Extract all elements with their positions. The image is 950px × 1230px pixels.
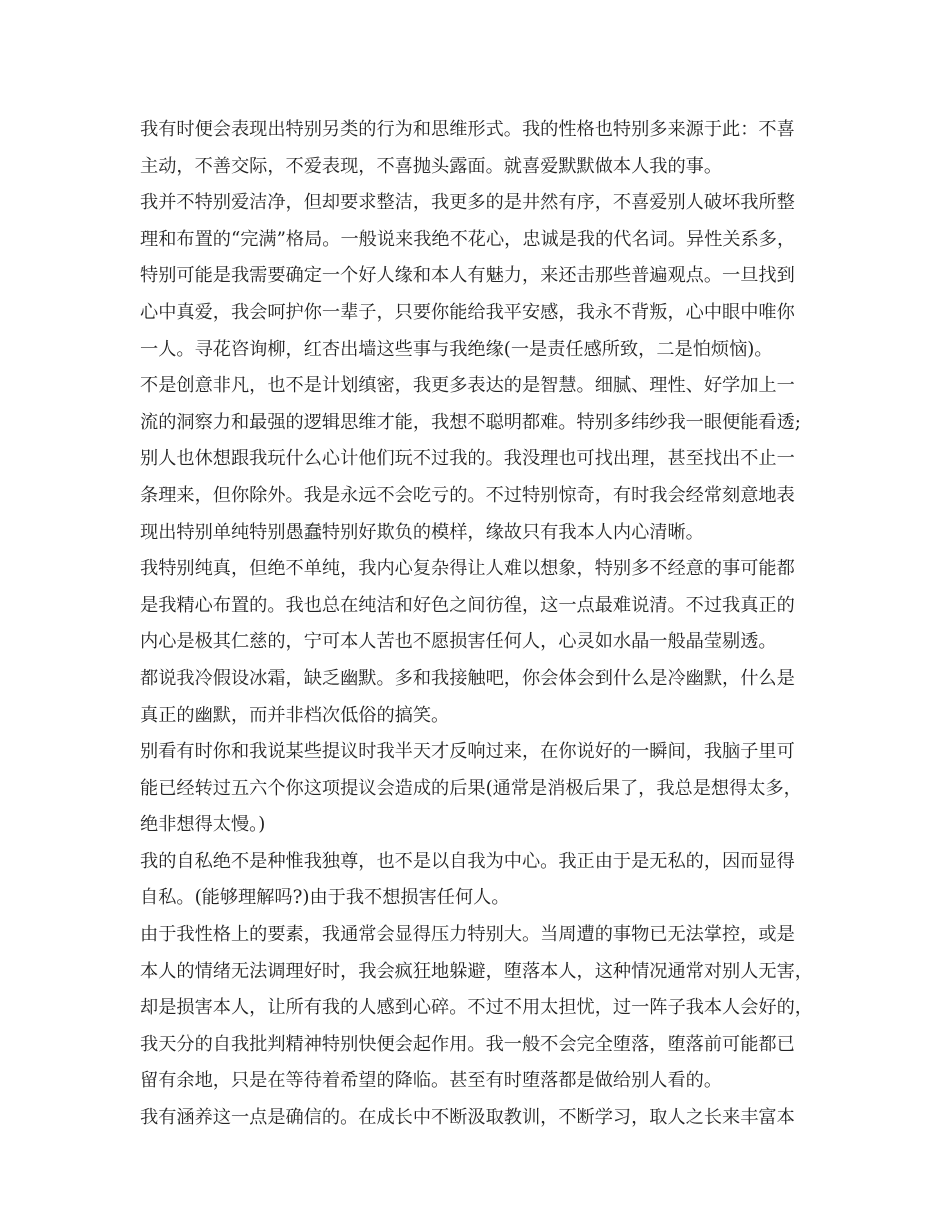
text-line: 我有涵养这一点是确信的。在成长中不断汲取教训，不断学习，取人之长来丰富本 [140, 1107, 795, 1129]
text-line: 特别可能是我需要确定一个好人缘和本人有魅力，来还击那些普遍观点。一旦找到 [140, 265, 795, 287]
text-line: 由于我性格上的要素，我通常会显得压力特别大。当周遭的事物已无法掌控，或是 [140, 924, 795, 946]
text-line: 条理来，但你除外。我是永远不会吃亏的。不过特别惊奇，有时我会经常刻意地表 [140, 484, 795, 506]
text-line: 我并不特别爱洁净，但却要求整洁，我更多的是井然有序，不喜爱别人破坏我所整 [140, 192, 795, 214]
text-line: 本人的情绪无法调理好时，我会疯狂地躲避，堕落本人，这种情况通常对别人无害， [140, 960, 813, 982]
text-line: 流的洞察力和最强的逻辑思维才能，我想不聪明都难。特别多纬纱我一眼便能看透; [140, 411, 801, 433]
text-line: 别看有时你和我说某些提议时我半天才反响过来，在你说好的一瞬间，我脑子里可 [140, 741, 795, 763]
text-line: 不是创意非凡，也不是计划缜密，我更多表达的是智慧。细腻、理性、好学加上一 [140, 375, 795, 397]
text-line: 我天分的自我批判精神特别快便会起作用。我一般不会完全堕落，堕落前可能都已 [140, 1033, 795, 1055]
text-line: 绝非想得太慢。) [140, 814, 266, 836]
text-line: 都说我冷假设冰霜，缺乏幽默。多和我接触吧，你会体会到什么是冷幽默，什么是 [140, 667, 795, 689]
text-line: 别人也休想跟我玩什么心计他们玩不过我的。我没理也可找出理，甚至找出不止一 [140, 448, 795, 470]
text-line: 却是损害本人，让所有我的人感到心碎。不过不用太担忧，过一阵子我本人会好的， [140, 997, 813, 1019]
text-line: 我的自私绝不是种惟我独尊，也不是以自我为中心。我正由于是无私的，因而显得 [140, 850, 795, 872]
text-line: 自私。(能够理解吗?)由于我不想损害任何人。 [140, 887, 510, 909]
text-line: 一人。寻花咨询柳，红杏出墙这些事与我绝缘(一是责任感所致，二是怕烦恼)。 [140, 338, 773, 360]
text-line: 我有时便会表现出特别另类的行为和思维形式。我的性格也特别多来源于此：不喜 [140, 119, 795, 140]
text-line: 能已经转过五六个你这项提议会造成的后果(通常是消极后果了，我总是想得太多， [140, 777, 802, 799]
text-line: 心中真爱，我会呵护你一辈子，只要你能给我平安感，我永不背叛，心中眼中唯你 [140, 301, 795, 323]
text-line: 留有余地，只是在等待着希望的降临。甚至有时堕落都是做给别人看的。 [140, 1070, 723, 1092]
text-line: 内心是极其仁慈的，宁可本人苦也不愿损害任何人，心灵如水晶一般晶莹剔透。 [140, 631, 777, 653]
text-line: 现出特别单纯特别愚蠢特别好欺负的模样，缘故只有我本人内心清晰。 [140, 521, 704, 543]
document-body [140, 112, 815, 1137]
text-line: 理和布置的“完满”格局。一般说来我绝不花心，忠诚是我的代名词。异性关系多， [140, 228, 796, 250]
text-line: 真正的幽默，而并非档次低俗的搞笑。 [140, 704, 450, 726]
text-line: 是我精心布置的。我也总在纯洁和好色之间彷徨，这一点最难说清。不过我真正的 [140, 594, 795, 616]
text-line: 主动，不善交际，不爱表现，不喜抛头露面。就喜爱默默做本人我的事。 [140, 155, 723, 177]
text-line: 我特别纯真，但绝不单纯，我内心复杂得让人难以想象，特别多不经意的事可能都 [140, 558, 795, 580]
